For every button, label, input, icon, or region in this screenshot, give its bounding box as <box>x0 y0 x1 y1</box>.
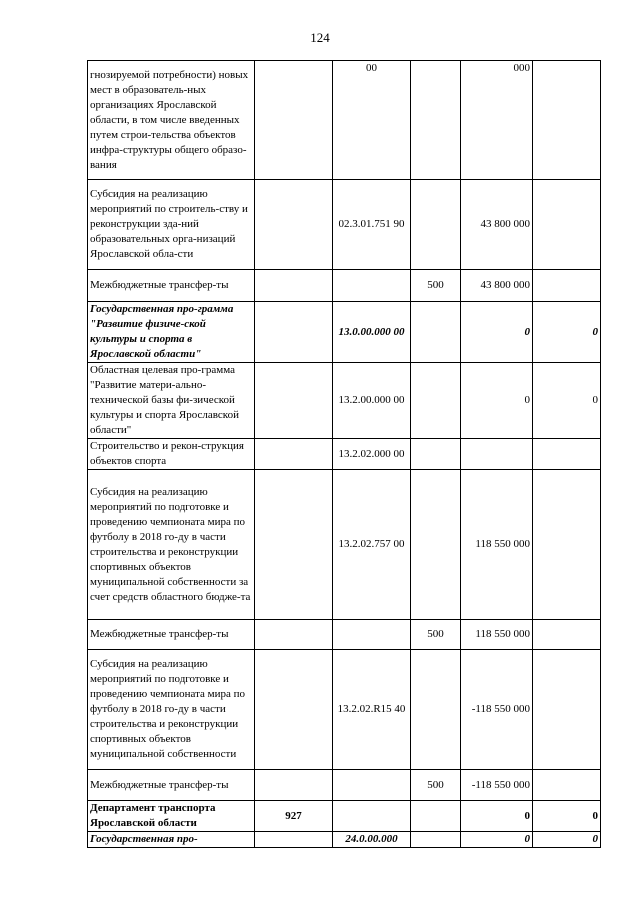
amount-second <box>533 770 601 801</box>
amount-second: 0 <box>533 801 601 832</box>
expense-type <box>411 61 461 180</box>
target-article-code <box>333 620 411 650</box>
target-article-code <box>333 270 411 302</box>
table-row <box>88 470 601 620</box>
target-article-code: 02.3.01.751 90 <box>333 180 411 270</box>
amount-second <box>533 470 601 620</box>
amount <box>461 439 533 470</box>
target-article-code: 00 <box>333 61 411 180</box>
item-name: Департамент транспорта Ярославской области <box>88 801 255 832</box>
table-row <box>88 270 601 302</box>
expense-type <box>411 302 461 363</box>
table-row <box>88 832 601 848</box>
amount: -118 550 000 <box>461 770 533 801</box>
expense-type: 500 <box>411 270 461 302</box>
expense-type <box>411 439 461 470</box>
dept-code <box>255 180 333 270</box>
amount-second: 0 <box>533 363 601 439</box>
expense-type <box>411 180 461 270</box>
table-row <box>88 439 601 470</box>
table-row <box>88 180 601 270</box>
expense-type <box>411 470 461 620</box>
table-row <box>88 363 601 439</box>
amount-second <box>533 270 601 302</box>
budget-table <box>87 60 601 848</box>
amount: 0 <box>461 832 533 848</box>
item-name: Областная целевая про-грамма "Развитие матери-ально-технической базы фи-зической культуры и спорта Ярославской области" <box>88 363 255 439</box>
dept-code <box>255 620 333 650</box>
amount: 118 550 000 <box>461 620 533 650</box>
target-article-code <box>333 770 411 801</box>
amount-second: 0 <box>533 832 601 848</box>
amount: 0 <box>461 302 533 363</box>
item-name: Межбюджетные трансфер-ты <box>88 270 255 302</box>
item-name: Межбюджетные трансфер-ты <box>88 770 255 801</box>
amount: 118 550 000 <box>461 470 533 620</box>
amount-second <box>533 620 601 650</box>
amount-second <box>533 650 601 770</box>
dept-code <box>255 770 333 801</box>
target-article-code: 13.2.02.000 00 <box>333 439 411 470</box>
dept-code <box>255 650 333 770</box>
amount-second <box>533 61 601 180</box>
amount: 0 <box>461 363 533 439</box>
page-number: 124 <box>310 30 330 45</box>
amount-second <box>533 180 601 270</box>
item-name: Государственная про-грамма "Развитие физиче-ской культуры и спорта в Ярославской области" <box>88 302 255 363</box>
item-name: Субсидия на реализацию мероприятий по подготовке и проведению чемпионата мира по футболу в 2018 го-ду в части строительства и реконструкции спортивных объектов муниципальной собственности за счет средств областного бюдже-та <box>88 470 255 620</box>
amount-second: 0 <box>533 302 601 363</box>
expense-type <box>411 363 461 439</box>
dept-code <box>255 439 333 470</box>
target-article-code: 13.2.00.000 00 <box>333 363 411 439</box>
expense-type: 500 <box>411 620 461 650</box>
amount: 43 800 000 <box>461 180 533 270</box>
target-article-code: 13.2.02.757 00 <box>333 470 411 620</box>
item-name: гнозируемой потребности) новых мест в образователь-ных организациях Ярославской области, в том числе введенных путем строи-тельства объектов инфра-структуры общего образо-вания <box>88 61 255 180</box>
amount: 0 <box>461 801 533 832</box>
dept-code <box>255 270 333 302</box>
dept-code <box>255 302 333 363</box>
target-article-code: 13.0.00.000 00 <box>333 302 411 363</box>
table-row <box>88 61 601 180</box>
expense-type <box>411 832 461 848</box>
item-name: Государственная про- <box>88 832 255 848</box>
amount: -118 550 000 <box>461 650 533 770</box>
expense-type: 500 <box>411 770 461 801</box>
table-row <box>88 620 601 650</box>
table-row <box>88 770 601 801</box>
dept-code <box>255 61 333 180</box>
table-row <box>88 302 601 363</box>
item-name: Субсидия на реализацию мероприятий по строитель-ству и реконструкции зда-ний образовательных орга-низаций Ярославской обла-сти <box>88 180 255 270</box>
amount: 000 <box>461 61 533 180</box>
target-article-code <box>333 801 411 832</box>
item-name: Межбюджетные трансфер-ты <box>88 620 255 650</box>
dept-code <box>255 470 333 620</box>
dept-code: 927 <box>255 801 333 832</box>
target-article-code: 24.0.00.000 <box>333 832 411 848</box>
expense-type <box>411 801 461 832</box>
dept-code <box>255 363 333 439</box>
table-row <box>88 650 601 770</box>
item-name: Строительство и рекон-струкция объектов спорта <box>88 439 255 470</box>
amount-second <box>533 439 601 470</box>
expense-type <box>411 650 461 770</box>
dept-code <box>255 832 333 848</box>
amount: 43 800 000 <box>461 270 533 302</box>
table-row <box>88 801 601 832</box>
item-name: Субсидия на реализацию мероприятий по подготовке и проведению чемпионата мира по футболу в 2018 го-ду в части строительства и реконструкции спортивных объектов муниципальной собственности <box>88 650 255 770</box>
target-article-code: 13.2.02.R15 40 <box>333 650 411 770</box>
